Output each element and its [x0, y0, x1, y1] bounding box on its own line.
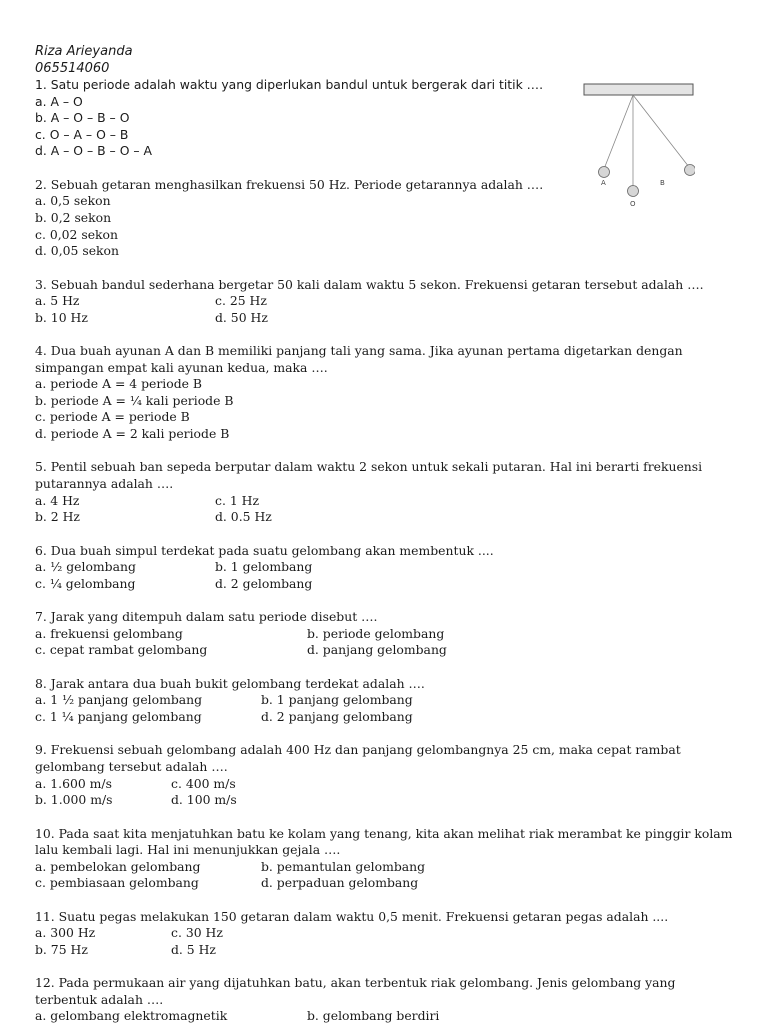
pendulum-figure — [583, 83, 695, 213]
q8-option-b: b. 1 panjang gelombang — [261, 692, 413, 708]
question-10-stem: 10. Pada saat kita menjatuhkan batu ke kolam yang tenang, kita akan melihat riak merambat ke pinggir kolam lalu kembali lagi. Hal ini menunjukkan gejala …. — [35, 825, 733, 858]
q2-option-d: d. 0,05 sekon — [35, 243, 119, 259]
q9-option-d: d. 100 m/s — [171, 792, 237, 808]
q9-options-row-2 — [35, 792, 735, 809]
q11-option-c: c. 30 Hz — [171, 925, 223, 941]
question-7 — [35, 609, 735, 659]
pendulum-bob-b — [685, 165, 696, 176]
q6-option-d: d. 2 gelombang — [215, 575, 313, 591]
q11-options-row-2 — [35, 942, 735, 959]
q11-option-a: a. 300 Hz — [35, 925, 96, 941]
q7-option-b: b. periode gelombang — [307, 625, 445, 641]
q3-option-a: a. 5 Hz — [35, 293, 80, 309]
pendulum-support — [584, 84, 693, 95]
q10-option-b: b. pemantulan gelombang — [261, 858, 426, 874]
q3-options-row-1 — [35, 293, 735, 310]
q7-option-c: c. cepat rambat gelombang — [35, 642, 208, 658]
q7-options-row-1 — [35, 626, 735, 643]
q10-options-row-1 — [35, 859, 735, 876]
q1-option-d: d. A – O – B – O – A — [35, 143, 152, 159]
q12-option-a: a. gelombang elektromagnetik — [35, 1008, 228, 1024]
q11-options-row-1 — [35, 925, 735, 942]
question-5 — [35, 459, 735, 525]
label-o: O — [630, 200, 636, 208]
q4-option-a: a. periode A = 4 periode B — [35, 376, 203, 392]
q9-option-b: b. 1.000 m/s — [35, 792, 113, 808]
q10-options-row-2 — [35, 875, 735, 892]
q5-option-a: a. 4 Hz — [35, 492, 80, 508]
question-2-stem: 2. Sebuah getaran menghasilkan frekuensi 50 Hz. Periode getarannya adalah …. — [35, 176, 544, 192]
q10-option-d: d. perpaduan gelombang — [261, 875, 419, 891]
q6-option-c: c. ¼ gelombang — [35, 575, 136, 591]
q5-options-row-2 — [35, 509, 735, 526]
label-b: B — [660, 179, 665, 187]
q2-option-b: b. 0,2 sekon — [35, 209, 112, 225]
question-10 — [35, 826, 735, 892]
student-name: Riza Arieyanda — [35, 44, 133, 59]
q10-option-c: c. pembiasaan gelombang — [35, 875, 199, 891]
q7-options-row-2 — [35, 642, 735, 659]
question-4-stem: 4. Dua buah ayunan A dan B memiliki panjang tali yang sama. Jika ayunan pertama digetarkan dengan simpangan empat kali ayunan kedua, maka …. — [35, 343, 683, 375]
q4-option-d: d. periode A = 2 kali periode B — [35, 426, 230, 442]
q3-option-c: c. 25 Hz — [215, 293, 267, 309]
q9-option-c: c. 400 m/s — [171, 775, 236, 791]
question-4 — [35, 343, 735, 443]
q5-option-b: b. 2 Hz — [35, 509, 80, 525]
q7-option-a: a. frekuensi gelombang — [35, 625, 183, 641]
q9-options-row-1 — [35, 776, 735, 793]
header — [35, 44, 735, 77]
q3-options-row-2 — [35, 310, 735, 327]
q5-option-c: c. 1 Hz — [215, 492, 259, 508]
q3-option-b: b. 10 Hz — [35, 309, 88, 325]
q6-options-row-2 — [35, 576, 735, 593]
question-3-stem: 3. Sebuah bandul sederhana bergetar 50 kali dalam waktu 5 sekon. Frekuensi getaran tersebut adalah …. — [35, 276, 704, 292]
question-6-stem: 6. Dua buah simpul terdekat pada suatu gelombang akan membentuk .... — [35, 542, 494, 558]
q6-option-a: a. ½ gelombang — [35, 559, 136, 575]
q1-option-b: b. A – O – B – O — [35, 110, 130, 126]
q12-option-b: b. gelombang berdiri — [307, 1008, 440, 1024]
q1-option-c: c. O – A – O – B — [35, 126, 129, 142]
q5-option-d: d. 0.5 Hz — [215, 509, 272, 525]
question-8 — [35, 676, 735, 726]
question-12-stem: 12. Pada permukaan air yang dijatuhkan batu, akan terbentuk riak gelombang. Jenis gelombang yang terbentuk adalah …. — [35, 975, 676, 1007]
q8-options-row-1 — [35, 692, 735, 709]
q8-options-row-2 — [35, 709, 735, 726]
question-9 — [35, 742, 735, 808]
question-8-stem: 8. Jarak antara dua buah bukit gelombang terdekat adalah …. — [35, 675, 425, 691]
q4-option-c: c. periode A = periode B — [35, 409, 190, 425]
q5-options-row-1 — [35, 493, 735, 510]
pendulum-bob-a — [599, 167, 610, 178]
question-12 — [35, 975, 735, 1025]
q8-option-a: a. 1 ½ panjang gelombang — [35, 692, 203, 708]
q6-option-b: b. 1 gelombang — [215, 559, 313, 575]
q9-option-a: a. 1.600 m/s — [35, 775, 112, 791]
q12-options-row-1 — [35, 1008, 735, 1025]
q11-option-d: d. 5 Hz — [171, 941, 216, 957]
q7-option-d: d. panjang gelombang — [307, 642, 447, 658]
q8-option-d: d. 2 panjang gelombang — [261, 708, 413, 724]
label-a: A — [601, 179, 606, 187]
q2-option-a: a. 0,5 sekon — [35, 193, 111, 209]
question-6 — [35, 543, 735, 593]
q2-option-c: c. 0,02 sekon — [35, 226, 118, 242]
pendulum-string-b — [633, 95, 689, 167]
pendulum-bob-o — [628, 186, 639, 197]
student-id: 065514060 — [35, 60, 110, 76]
question-11-stem: 11. Suatu pegas melakukan 150 getaran dalam waktu 0,5 menit. Frekuensi getaran pegas adalah .... — [35, 908, 669, 924]
question-5-stem: 5. Pentil sebuah ban sepeda berputar dalam waktu 2 sekon untuk sekali putaran. Hal ini berarti frekuensi putarannya adalah …. — [35, 459, 703, 492]
q6-options-row-1 — [35, 559, 735, 576]
pendulum-string-a — [604, 95, 633, 169]
question-9-stem: 9. Frekuensi sebuah gelombang adalah 400 Hz dan panjang gelombangnya 25 cm, maka cepat rambat gelombang tersebut adalah …. — [35, 742, 681, 774]
q4-option-b: b. periode A = ¼ kali periode B — [35, 392, 234, 408]
question-1-stem: 1. Satu periode adalah waktu yang diperlukan bandul untuk bergerak dari titik …. — [35, 77, 544, 92]
q8-option-c: c. 1 ¼ panjang gelombang — [35, 708, 202, 724]
question-11 — [35, 909, 735, 959]
q11-option-b: b. 75 Hz — [35, 941, 88, 957]
q10-option-a: a. pembelokan gelombang — [35, 858, 201, 874]
q1-option-a: a. A – O — [35, 93, 83, 109]
question-7-stem: 7. Jarak yang ditempuh dalam satu periode disebut …. — [35, 609, 378, 625]
question-3 — [35, 277, 735, 327]
q3-option-d: d. 50 Hz — [215, 309, 268, 325]
